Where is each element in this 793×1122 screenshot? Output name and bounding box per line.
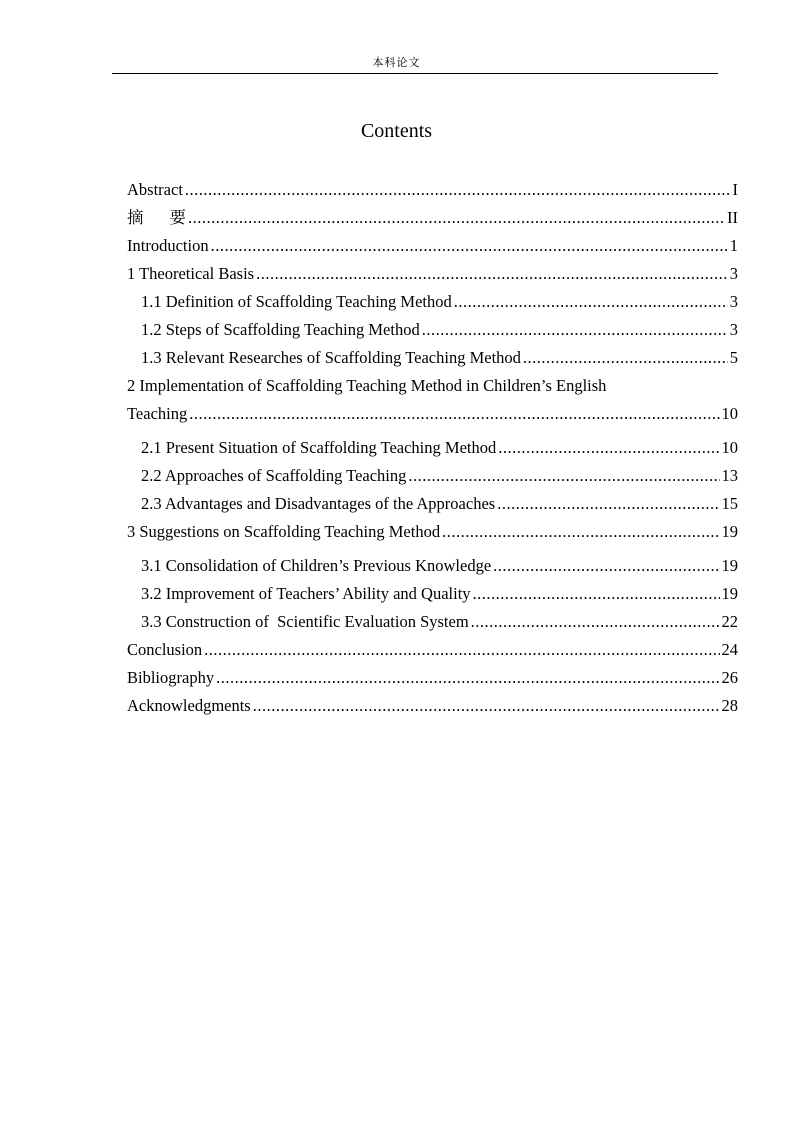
toc-page-number: 28 [721,696,738,715]
toc-entry-chapter-3[interactable] [127,520,738,548]
toc-leader-dots [211,234,728,258]
toc-entry-conclusion[interactable] [127,638,738,666]
toc-label-line-1: 2 Implementation of Scaffolding Teaching Method in Children’s English [127,376,607,395]
toc-leader-dots [442,520,719,544]
toc-entry-section-1-1[interactable] [127,290,738,318]
toc-entry-acknowledgments[interactable] [127,694,738,722]
toc-entry-bibliography[interactable] [127,666,738,694]
toc-entry-chapter-2[interactable] [127,374,738,430]
toc-page-number: 3 [729,320,738,339]
toc-label: 1 Theoretical Basis [127,264,255,283]
toc-label: 3.1 Consolidation of Children’s Previous Knowledge [141,556,492,575]
toc-page-number: 19 [721,556,738,575]
toc-leader-dots [256,262,728,286]
toc-leader-dots [471,610,720,634]
toc-page-number: 19 [721,584,738,603]
toc-page-number: II [727,208,738,227]
toc-page-number: I [732,180,738,199]
toc-entry-section-2-1[interactable] [127,436,738,464]
toc-label-char: 要 [169,208,186,227]
toc-page-number: 19 [721,522,738,541]
toc-page-number: 15 [721,494,738,513]
toc-entry-section-2-2[interactable] [127,464,738,492]
toc-leader-dots [498,436,719,460]
toc-page-number: 3 [729,292,738,311]
toc-leader-dots [408,464,719,488]
toc-entry-introduction[interactable] [127,234,738,262]
toc-page-number: 3 [729,264,738,283]
toc-leader-dots [473,582,720,606]
toc-page-number: 26 [721,668,738,687]
toc-page-number: 10 [721,438,738,457]
toc-label: Introduction [127,236,209,255]
toc-page-number: 5 [729,348,738,367]
toc-entry-section-3-3[interactable] [127,610,738,638]
toc-label: 2.2 Approaches of Scaffolding Teaching [141,466,407,485]
toc-page-number: 1 [729,236,738,255]
toc-label: 3.2 Improvement of Teachers’ Ability and Quality [141,584,471,603]
toc-entry-chapter-1[interactable] [127,262,738,290]
toc-label: Conclusion [127,640,203,659]
toc-leader-dots [523,346,728,370]
toc-entry-abstract[interactable] [127,178,738,206]
toc-leader-dots [454,290,728,314]
toc-entry-section-2-3[interactable] [127,492,738,520]
header-rule [112,73,718,74]
toc-label: 2.1 Present Situation of Scaffolding Teaching Method [141,438,497,457]
toc-leader-dots [422,318,728,342]
toc-leader-dots [185,178,731,202]
table-of-contents [127,178,738,722]
toc-label: 1.2 Steps of Scaffolding Teaching Method [141,320,420,339]
running-header: 本科论文 [372,56,421,69]
toc-leader-dots [189,402,719,426]
toc-label: 3.3 Construction of Scientific Evaluation System [141,612,469,631]
toc-leader-dots [216,666,719,690]
toc-leader-dots [188,206,725,230]
toc-label-line-2-row [127,402,738,430]
toc-label: 3 Suggestions on Scaffolding Teaching Method [127,522,441,541]
toc-label: 1.3 Relevant Researches of Scaffolding Teaching Method [141,348,521,367]
toc-entry-section-1-2[interactable] [127,318,738,346]
toc-entry-section-3-2[interactable] [127,582,738,610]
toc-leader-dots [253,694,720,718]
toc-label: Abstract [127,180,183,199]
toc-page-number: 24 [721,640,738,659]
toc-entry-section-1-3[interactable] [127,346,738,374]
toc-page-number: 22 [721,612,738,631]
toc-leader-dots [493,554,719,578]
toc-page-number: 10 [721,404,738,423]
toc-label: 1.1 Definition of Scaffolding Teaching Method [141,292,452,311]
toc-label: Bibliography [127,668,215,687]
toc-label: Acknowledgments [127,696,251,715]
toc-page-number: 13 [721,466,738,485]
toc-label: 2.3 Advantages and Disadvantages of the Approaches [141,494,496,513]
toc-leader-dots [497,492,719,516]
toc-label-char: 摘 [127,208,144,227]
toc-label [127,206,186,230]
toc-entry-section-3-1[interactable] [127,554,738,582]
toc-entry-zhaiyao[interactable] [127,206,738,234]
page-title: Contents [360,120,433,142]
toc-label: Teaching [127,404,188,423]
toc-leader-dots [204,638,719,662]
